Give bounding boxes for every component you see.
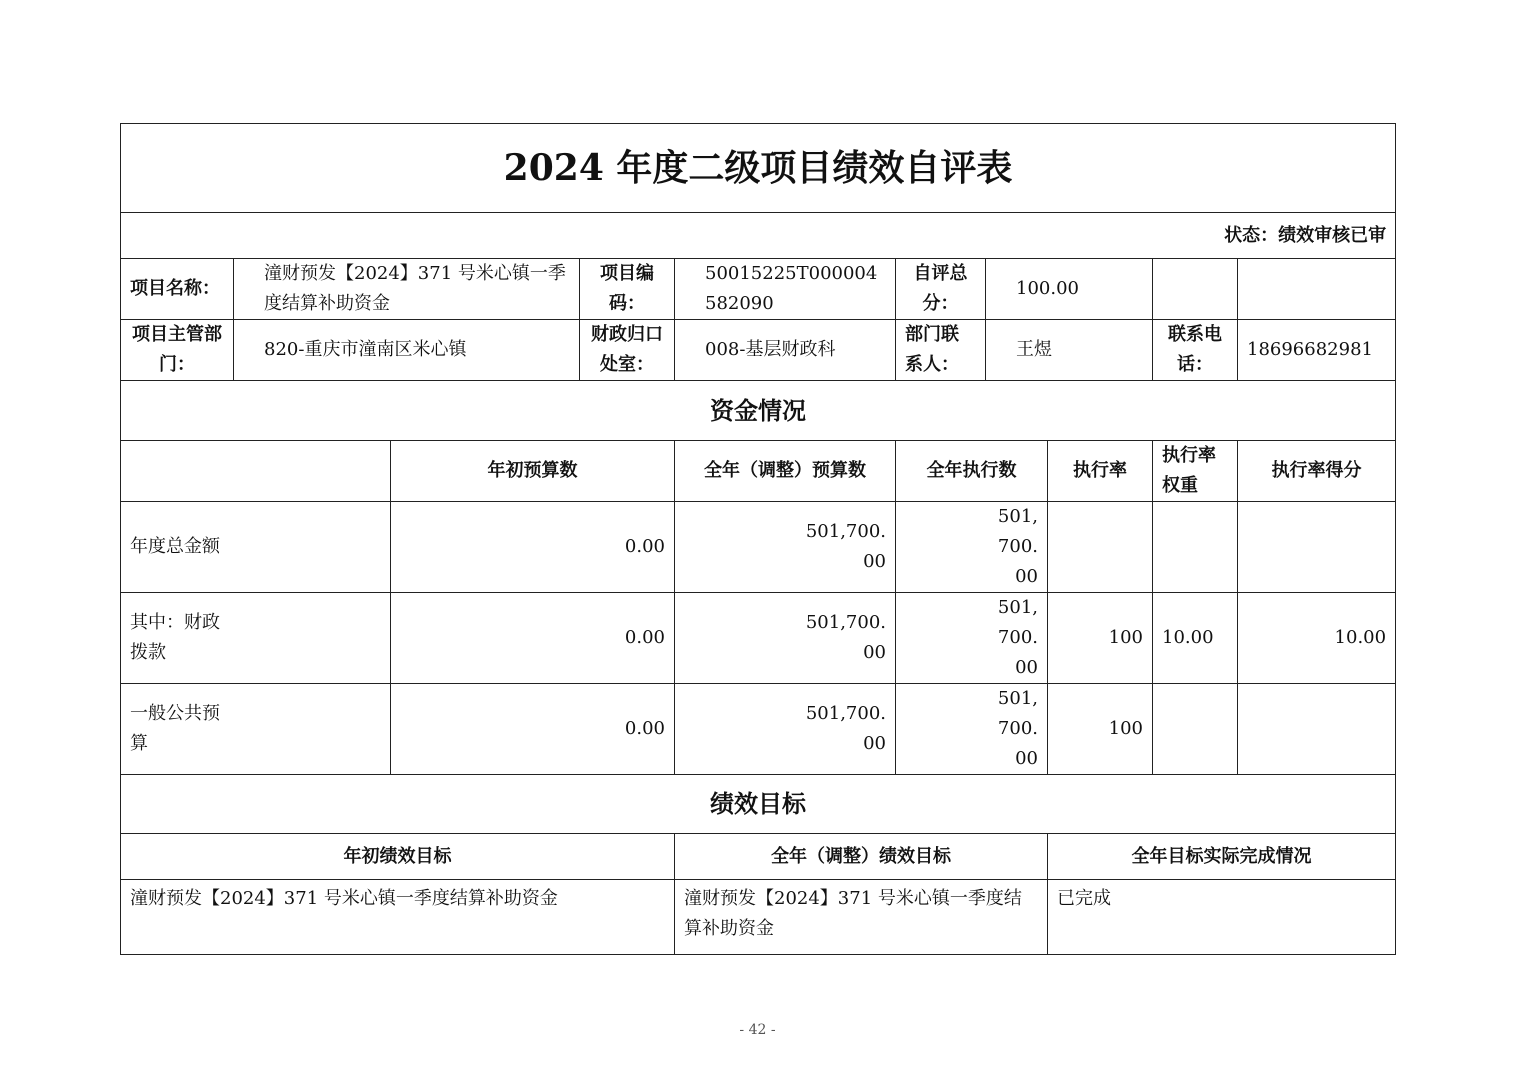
goals-header-adjusted: 全年（调整）绩效目标 — [675, 834, 1048, 880]
performance-evaluation-table — [120, 123, 1396, 955]
funds-header-adjusted: 全年（调整）预算数 — [675, 441, 896, 502]
project-name-value: 潼财预发【2024】371 号米心镇一季度结算补助资金 — [234, 259, 580, 320]
rate-cell: 100 — [1048, 684, 1153, 775]
finance-office-value: 008-基层财政科 — [675, 320, 896, 381]
score-cell — [1238, 684, 1396, 775]
funds-header-score: 执行率得分 — [1238, 441, 1396, 502]
table-row — [121, 880, 1396, 955]
phone-value: 18696682981 — [1238, 320, 1396, 381]
actual-completion-cell: 已完成 — [1048, 880, 1396, 955]
project-name-label: 项目名称： — [121, 259, 234, 320]
weight-cell — [1153, 502, 1238, 593]
executed-cell: 501,700.00 — [896, 684, 1048, 775]
table-row — [121, 502, 1396, 593]
row-label: 其中：财政拨款 — [121, 593, 391, 684]
goals-header-initial: 年初绩效目标 — [121, 834, 675, 880]
score-cell: 10.00 — [1238, 593, 1396, 684]
page-title: 2024 年度二级项目绩效自评表 — [121, 124, 1396, 213]
funds-header-blank — [121, 441, 391, 502]
adjusted-goal-cell: 潼财预发【2024】371 号米心镇一季度结算补助资金 — [675, 880, 1048, 955]
weight-cell — [1153, 684, 1238, 775]
funds-section-title: 资金情况 — [121, 381, 1396, 441]
adjusted-budget-cell: 501,700.00 — [675, 593, 896, 684]
row-label: 年度总金额 — [121, 502, 391, 593]
goals-section-title: 绩效目标 — [121, 775, 1396, 834]
finance-office-label: 财政归口处室： — [580, 320, 675, 381]
funds-header-rate: 执行率 — [1048, 441, 1153, 502]
score-value: 100.00 — [986, 259, 1153, 320]
project-code-value: 50015225T000004582090 — [675, 259, 896, 320]
empty-cell — [1238, 259, 1396, 320]
page-number: - 42 - — [739, 1022, 776, 1038]
score-cell — [1238, 502, 1396, 593]
table-row — [121, 593, 1396, 684]
funds-header-initial: 年初预算数 — [391, 441, 675, 502]
initial-budget-cell: 0.00 — [391, 593, 675, 684]
adjusted-budget-cell: 501,700.00 — [675, 502, 896, 593]
initial-budget-cell: 0.00 — [391, 502, 675, 593]
score-label: 自评总分： — [896, 259, 986, 320]
initial-goal-cell: 潼财预发【2024】371 号米心镇一季度结算补助资金 — [121, 880, 675, 955]
executed-cell: 501,700.00 — [896, 502, 1048, 593]
phone-label: 联系电话： — [1153, 320, 1238, 381]
empty-cell — [1153, 259, 1238, 320]
status-label: 状态：绩效审核已审 — [121, 213, 1396, 259]
goals-header-actual: 全年目标实际完成情况 — [1048, 834, 1396, 880]
initial-budget-cell: 0.00 — [391, 684, 675, 775]
row-label: 一般公共预算 — [121, 684, 391, 775]
weight-cell: 10.00 — [1153, 593, 1238, 684]
rate-cell — [1048, 502, 1153, 593]
table-row — [121, 684, 1396, 775]
adjusted-budget-cell: 501,700.00 — [675, 684, 896, 775]
contact-value: 王煜 — [986, 320, 1153, 381]
funds-header-weight: 执行率权重 — [1153, 441, 1238, 502]
rate-cell: 100 — [1048, 593, 1153, 684]
project-code-label: 项目编码： — [580, 259, 675, 320]
contact-label: 部门联系人： — [896, 320, 986, 381]
dept-value: 820-重庆市潼南区米心镇 — [234, 320, 580, 381]
dept-label: 项目主管部门： — [121, 320, 234, 381]
executed-cell: 501,700.00 — [896, 593, 1048, 684]
funds-header-executed: 全年执行数 — [896, 441, 1048, 502]
